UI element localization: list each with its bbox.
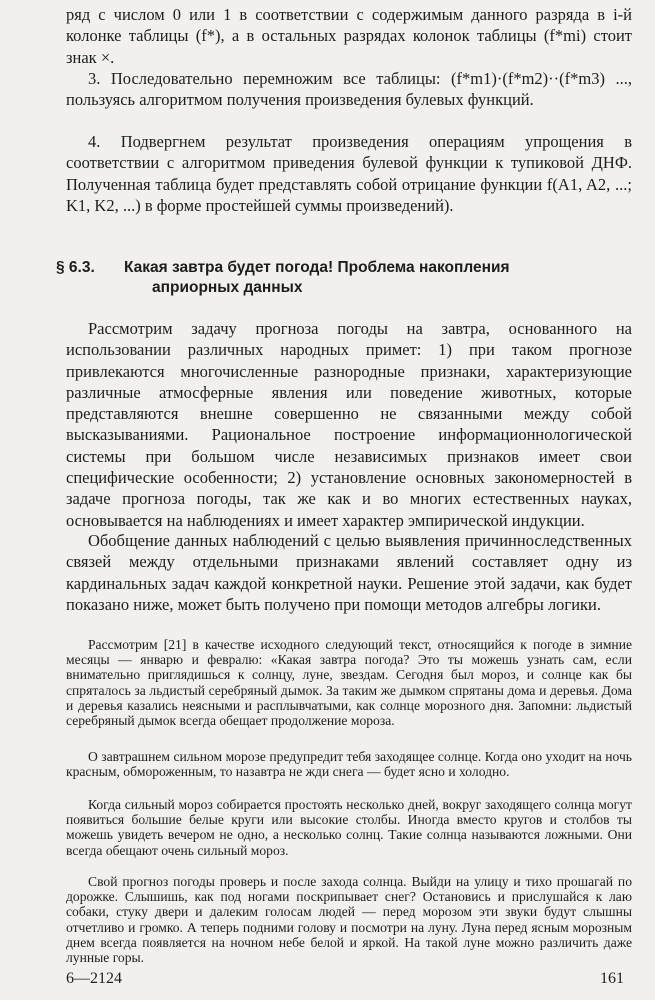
- excerpt-paragraph-2: [66, 749, 632, 779]
- intro-paragraph-4: [66, 131, 632, 216]
- printer-signature: 6—2124: [66, 970, 122, 987]
- excerpt-paragraph-4: [66, 874, 632, 965]
- excerpt-p4: Свой прогноз погоды проверь и после захода солнца. Выйди на улицу и тихо прошагай по дорожке. Слышишь, как под ногами поскрипывает снег? Остановись и прислушайся к лаю собаки, стуку двери и далеким голосам людей — перед морозом эти звуки будут слышны отчетливо и громко. А теперь подними голову и посмотри на луну. Луна перед ясным морозным днем всегда появляется на ночном небе белой и яркой. На такой луне можно различить даже лунные горы.: [66, 874, 632, 966]
- page-number: 161: [600, 970, 624, 987]
- intro-p1: ряд с числом 0 или 1 в соответствии с содержимым данного разряда в i-й колонке таблицы (f*), а в остальных разрядах колонок таблицы (f*mi) стоит знак ×.: [66, 5, 632, 67]
- excerpt-paragraph-3: [66, 797, 632, 858]
- body-paragraph-1: [66, 318, 632, 531]
- excerpt-p3: Когда сильный мороз собирается простоять несколько дней, вокруг заходящего солнца могут появиться большие белые круги или высокие столбы. Иногда вместо кругов и столбов ты можешь увидеть вечером не одно, а несколько солнц. Такие солнца называются ложными. Они всегда обещают очень сильный мороз.: [66, 797, 632, 858]
- excerpt-p1: Рассмотрим [21] в качестве исходного следующий текст, относящийся к погоде в зимние месяцы — январю и февралю: «Какая завтра погода? Это ты можешь узнать сам, если внимательно приглядишься к солнцу, луне, звездам. Сегодня был мороз, и солнце как бы спряталось за льдистый серебряный дымок. За таким же дымком спрятаны дома и деревья. Дома и деревья казались неясными и расплывчатыми, как солнце морозного дня. Запомни: льдистый серебряный дымок всегда обещает продолжение мороза.: [66, 637, 632, 729]
- intro-paragraph-1: [66, 4, 632, 68]
- section-title-line-2: априорных данных: [152, 279, 303, 296]
- section-title-line-1: Какая завтра будет погода! Проблема накопления: [124, 259, 510, 276]
- body-p2: Обобщение данных наблюдений с целью выявления причинноследственных связей между отдельными признаками явлений составляет одну из кардинальных задач каждой конкретной науки. Решение этой задачи, как будет показано ниже, может быть получено при помощи методов алгебры логики.: [66, 531, 632, 614]
- excerpt-p2: О завтрашнем сильном морозе предупредит тебя заходящее солнце. Когда оно уходит на ночь красным, обмороженным, то назавтра не жди снега — будет ясно и холодно.: [66, 749, 632, 780]
- excerpt-paragraph-1: [66, 637, 632, 728]
- body-p1: Рассмотрим задачу прогноза погоды на завтра, основанного на использовании различных народных примет: 1) при таком прогнозе привлекаются многочисленные разнородные признаки, характеризующие различные атмосферные явления или поведение животных, которые представляются внешне совершенно не связанными между собой высказываниями. Рациональное построение информационнологической системы при большом числе независимых признаков имеет свои специфические особенности; 2) установление основных закономерностей в задаче прогноза погоды, так же как и во многих естественных науках, основывается на наблюдениях и имеет характер эмпирической индукции.: [66, 319, 632, 530]
- body-paragraph-2: [66, 530, 632, 615]
- section-number: § 6.3.: [56, 259, 95, 276]
- section-heading: [56, 258, 632, 298]
- intro-paragraph-3: [66, 68, 632, 111]
- intro-p3: 3. Последовательно перемножим все таблицы: (f*m1)·(f*m2)··(f*m3) ..., пользуясь алгоритмом получения произведения булевых функций.: [66, 69, 632, 110]
- intro-p4: 4. Подвергнем результат произведения операциям упрощения в соответствии с алгоритмом приведения булевой функции к тупиковой ДНФ. Полученная таблица будет представлять собой отрицание функции f(A1, A2, ...; K1, K2, ...) в форме простейшей суммы произведений).: [66, 132, 632, 215]
